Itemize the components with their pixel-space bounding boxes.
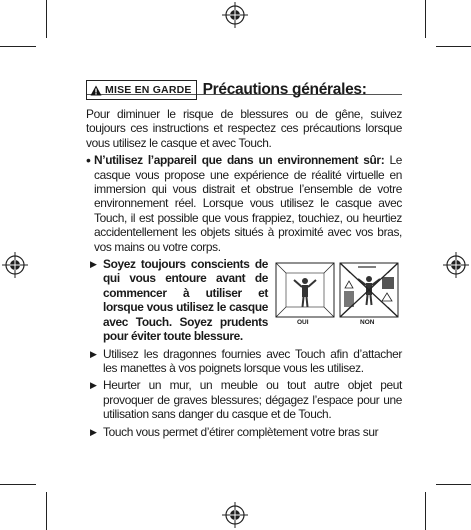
warning-section: [86, 78, 402, 439]
crop-mark: [425, 0, 426, 38]
crop-mark: [436, 484, 471, 485]
bullet-item: [86, 153, 402, 254]
sub-item-text: Heurter un mur, un meuble ou tout autre objet peut provoquer de graves blessures; dégagez l’espace pour une utilisation sans danger du casque et de Touch.: [103, 378, 402, 422]
sub-item-text: Utilisez les dragonnes fournies avec Touch afin d’attacher les manettes à vos poignets lorsque vous les utilisez.: [103, 346, 402, 375]
sub-item-text: Soyez toujours conscients de qui vous entoure avant de commencer à utiliser et lorsque vous utilisez le casque avec Touch. Soyez prudents pour éviter toute blessure.: [103, 257, 268, 344]
bullet-body: Le casque vous propose une expérience de réalité virtuelle en immersion qui vous distrait et obstrue l’ensemble de votre environnement réel. Lorsque vous utilisez le casque avec Touch, il est possible que vous frappiez, touchiez, ou heurtiez accidentellement les objets situés à proximité avec vos bras, vos mains ou votre corps.: [94, 153, 403, 254]
heading-row: [86, 78, 402, 102]
bullet-lead: N’utilisez l’appareil que dans un environnement sûr:: [94, 153, 385, 168]
crop-mark: [436, 46, 471, 47]
sub-item: [86, 347, 402, 376]
crop-mark: [425, 492, 426, 530]
warning-badge: [86, 80, 197, 100]
arrow-right-icon: ▶: [90, 259, 97, 270]
no-label: NON: [360, 319, 375, 327]
bullet-text: [94, 153, 402, 254]
arrow-right-icon: ▶: [90, 380, 97, 391]
crop-mark: [46, 0, 47, 38]
section-heading: Précautions générales:: [202, 81, 367, 98]
warning-triangle-icon: [90, 85, 102, 96]
sub-item-text: Touch vous permet d’étirer complètement votre bras sur: [103, 424, 379, 439]
registration-mark-icon: [222, 2, 248, 28]
yes-label: OUI: [297, 319, 309, 327]
registration-mark-icon: [443, 252, 469, 278]
sub-item: [86, 425, 402, 439]
crop-mark: [0, 484, 36, 485]
sub-item: [86, 257, 402, 343]
arrow-right-icon: ▶: [90, 348, 97, 359]
registration-mark-icon: [222, 502, 248, 528]
arrow-right-icon: ▶: [90, 426, 97, 437]
bullet-dot-icon: •: [86, 152, 91, 169]
warning-badge-label: MISE EN GARDE: [105, 84, 192, 96]
safety-illustration: [274, 261, 402, 329]
safe-space-illustration-icon: [274, 261, 402, 329]
registration-mark-icon: [2, 252, 28, 278]
crop-mark: [0, 46, 36, 47]
crop-mark: [46, 492, 47, 530]
intro-paragraph: Pour diminuer le risque de blessures ou de gêne, suivez toujours ces instructions et respectez ces précautions lorsque vous utilisez le casque et avec Touch.: [86, 107, 402, 150]
sub-item: [86, 378, 402, 421]
